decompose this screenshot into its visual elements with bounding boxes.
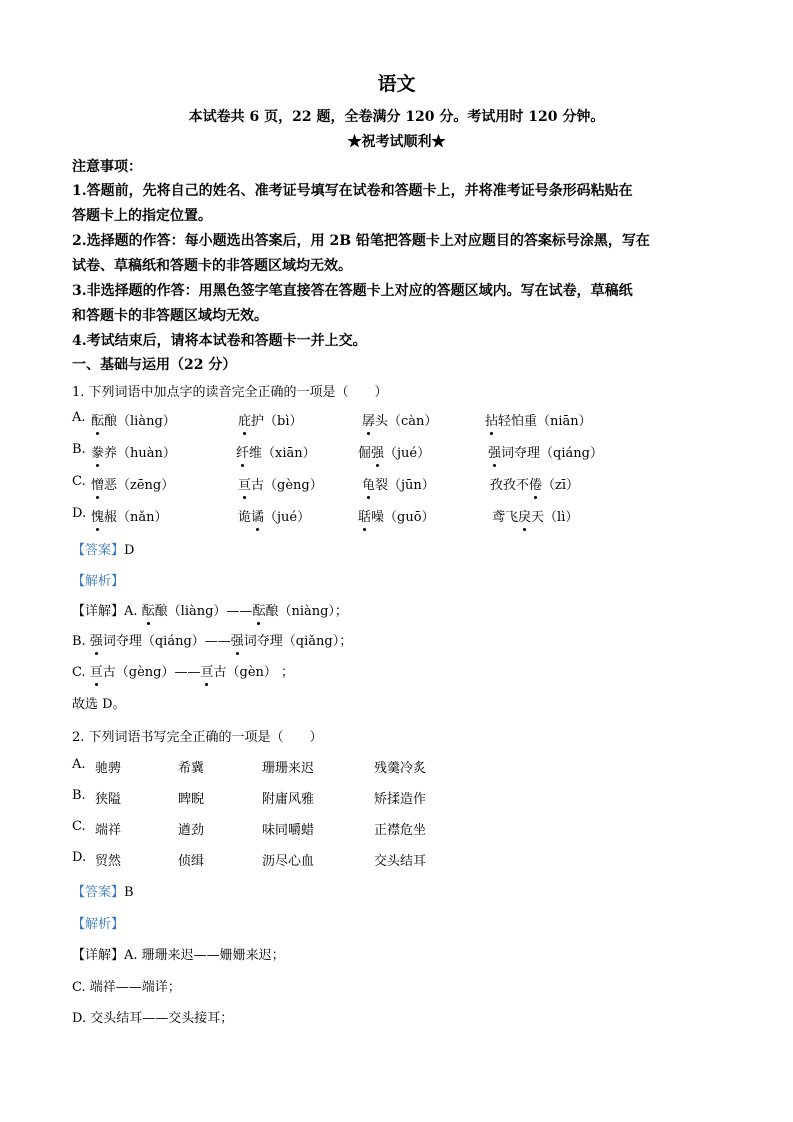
- option-letter: B.: [72, 442, 86, 457]
- good-luck-line: ★祝考试顺利★: [347, 134, 446, 150]
- option-word: 诡谲（jué）: [238, 506, 310, 525]
- option-letter: D.: [72, 850, 87, 865]
- option-word: 希冀: [178, 761, 205, 776]
- option-word: 拈轻怕重（niān）: [485, 410, 592, 429]
- q2-detail-line: 【详解】A. 珊珊来迟——姗姗来迟；: [72, 948, 285, 963]
- option-word: 侦缉: [178, 854, 205, 869]
- notice-line: 试卷、草稿纸和答题卡的非答题区域均无效。: [72, 258, 352, 274]
- option-word: 亘古（gèng）: [238, 474, 323, 493]
- option-word: 贸然: [95, 854, 122, 869]
- q1-answer: 【答案】D: [72, 543, 135, 558]
- notice-heading: 注意事项：: [72, 159, 142, 175]
- q1-conclusion: 故选 D。: [72, 697, 126, 712]
- q1-detail-line: B. 强词夺理（qiáng）——强词夺理（qiǎng）；: [72, 630, 352, 649]
- option-word: 沥尽心血: [262, 854, 315, 869]
- notice-line: 答题卡上的指定位置。: [72, 208, 212, 224]
- option-word: 纤维（xiān）: [236, 442, 316, 461]
- option-word: 残羹冷炙: [374, 761, 427, 776]
- q2-detail-line: D. 交头结耳——交头接耳；: [72, 1011, 234, 1026]
- option-word: 愧赧（nǎn）: [91, 506, 168, 525]
- section-heading: 一、基础与运用（22 分）: [72, 357, 237, 373]
- q2-analysis-tag: 【解析】: [72, 917, 125, 932]
- option-word: 龟裂（jūn）: [362, 474, 435, 493]
- q1-detail-line: 【详解】A. 酝酿（liàng）——酝酿（niàng）；: [72, 600, 348, 619]
- exam-info: 本试卷共 6 页，22 题，全卷满分 120 分。考试用时 120 分钟。: [188, 109, 605, 125]
- option-word: 倔强（jué）: [358, 442, 430, 461]
- option-word: 孱头（càn）: [362, 410, 437, 429]
- option-word: 孜孜不倦（zī）: [490, 474, 579, 493]
- option-word: 矫揉造作: [374, 792, 427, 807]
- option-word: 附庸风雅: [262, 792, 315, 807]
- q1-detail-line: C. 亘古（gèng）——亘古（gèn） ；: [72, 661, 294, 680]
- option-letter: C.: [72, 819, 86, 834]
- option-letter: A.: [72, 757, 86, 772]
- page-title: 语文: [377, 73, 416, 95]
- option-word: 强词夺理（qiáng）: [488, 442, 603, 461]
- option-word: 庇护（bì）: [238, 410, 303, 429]
- notice-line: 1.答题前，先将自己的姓名、准考证号填写在试卷和答题卡上，并将准考证号条形码粘贴在: [72, 183, 633, 199]
- option-letter: A.: [72, 410, 86, 425]
- question-1-stem: 1. 下列词语中加点字的读音完全正确的一项是（ ）: [72, 385, 388, 400]
- option-word: 豢养（huàn）: [91, 442, 176, 461]
- q2-detail-line: C. 端祥——端详；: [72, 980, 181, 995]
- q1-analysis-tag: 【解析】: [72, 574, 125, 589]
- option-word: 珊珊来迟: [262, 761, 315, 776]
- option-word: 端祥: [95, 823, 122, 838]
- option-word: 交头结耳: [374, 854, 427, 869]
- option-word: 酝酿（liàng）: [91, 410, 176, 429]
- option-word: 睥睨: [178, 792, 205, 807]
- option-word: 狭隘: [95, 792, 122, 807]
- option-word: 憎恶（zēng）: [91, 474, 174, 493]
- notice-line: 3.非选择题的作答：用黑色签字笔直接答在答题卡上对应的答题区域内。写在试卷，草稿纸: [72, 283, 633, 299]
- option-word: 遒劲: [178, 823, 205, 838]
- q2-answer: 【答案】B: [72, 885, 134, 900]
- option-word: 驰骋: [95, 761, 122, 776]
- notice-line: 和答题卡的非答题区域均无效。: [72, 308, 268, 324]
- option-letter: B.: [72, 788, 86, 803]
- option-word: 味同嚼蜡: [262, 823, 315, 838]
- option-letter: C.: [72, 474, 86, 489]
- option-letter: D.: [72, 506, 87, 521]
- notice-line: 2.选择题的作答：每小题选出答案后，用 2B 铅笔把答题卡上对应题目的答案标号涂黑，写在: [72, 233, 650, 249]
- option-word: 正襟危坐: [374, 823, 427, 838]
- option-word: 聒噪（guō）: [358, 506, 435, 525]
- option-word: 鸢飞戾天（lì）: [492, 506, 578, 525]
- question-2-stem: 2. 下列词语书写完全正确的一项是（ ）: [72, 730, 323, 745]
- notice-line: 4.考试结束后，请将本试卷和答题卡一并上交。: [72, 333, 367, 349]
